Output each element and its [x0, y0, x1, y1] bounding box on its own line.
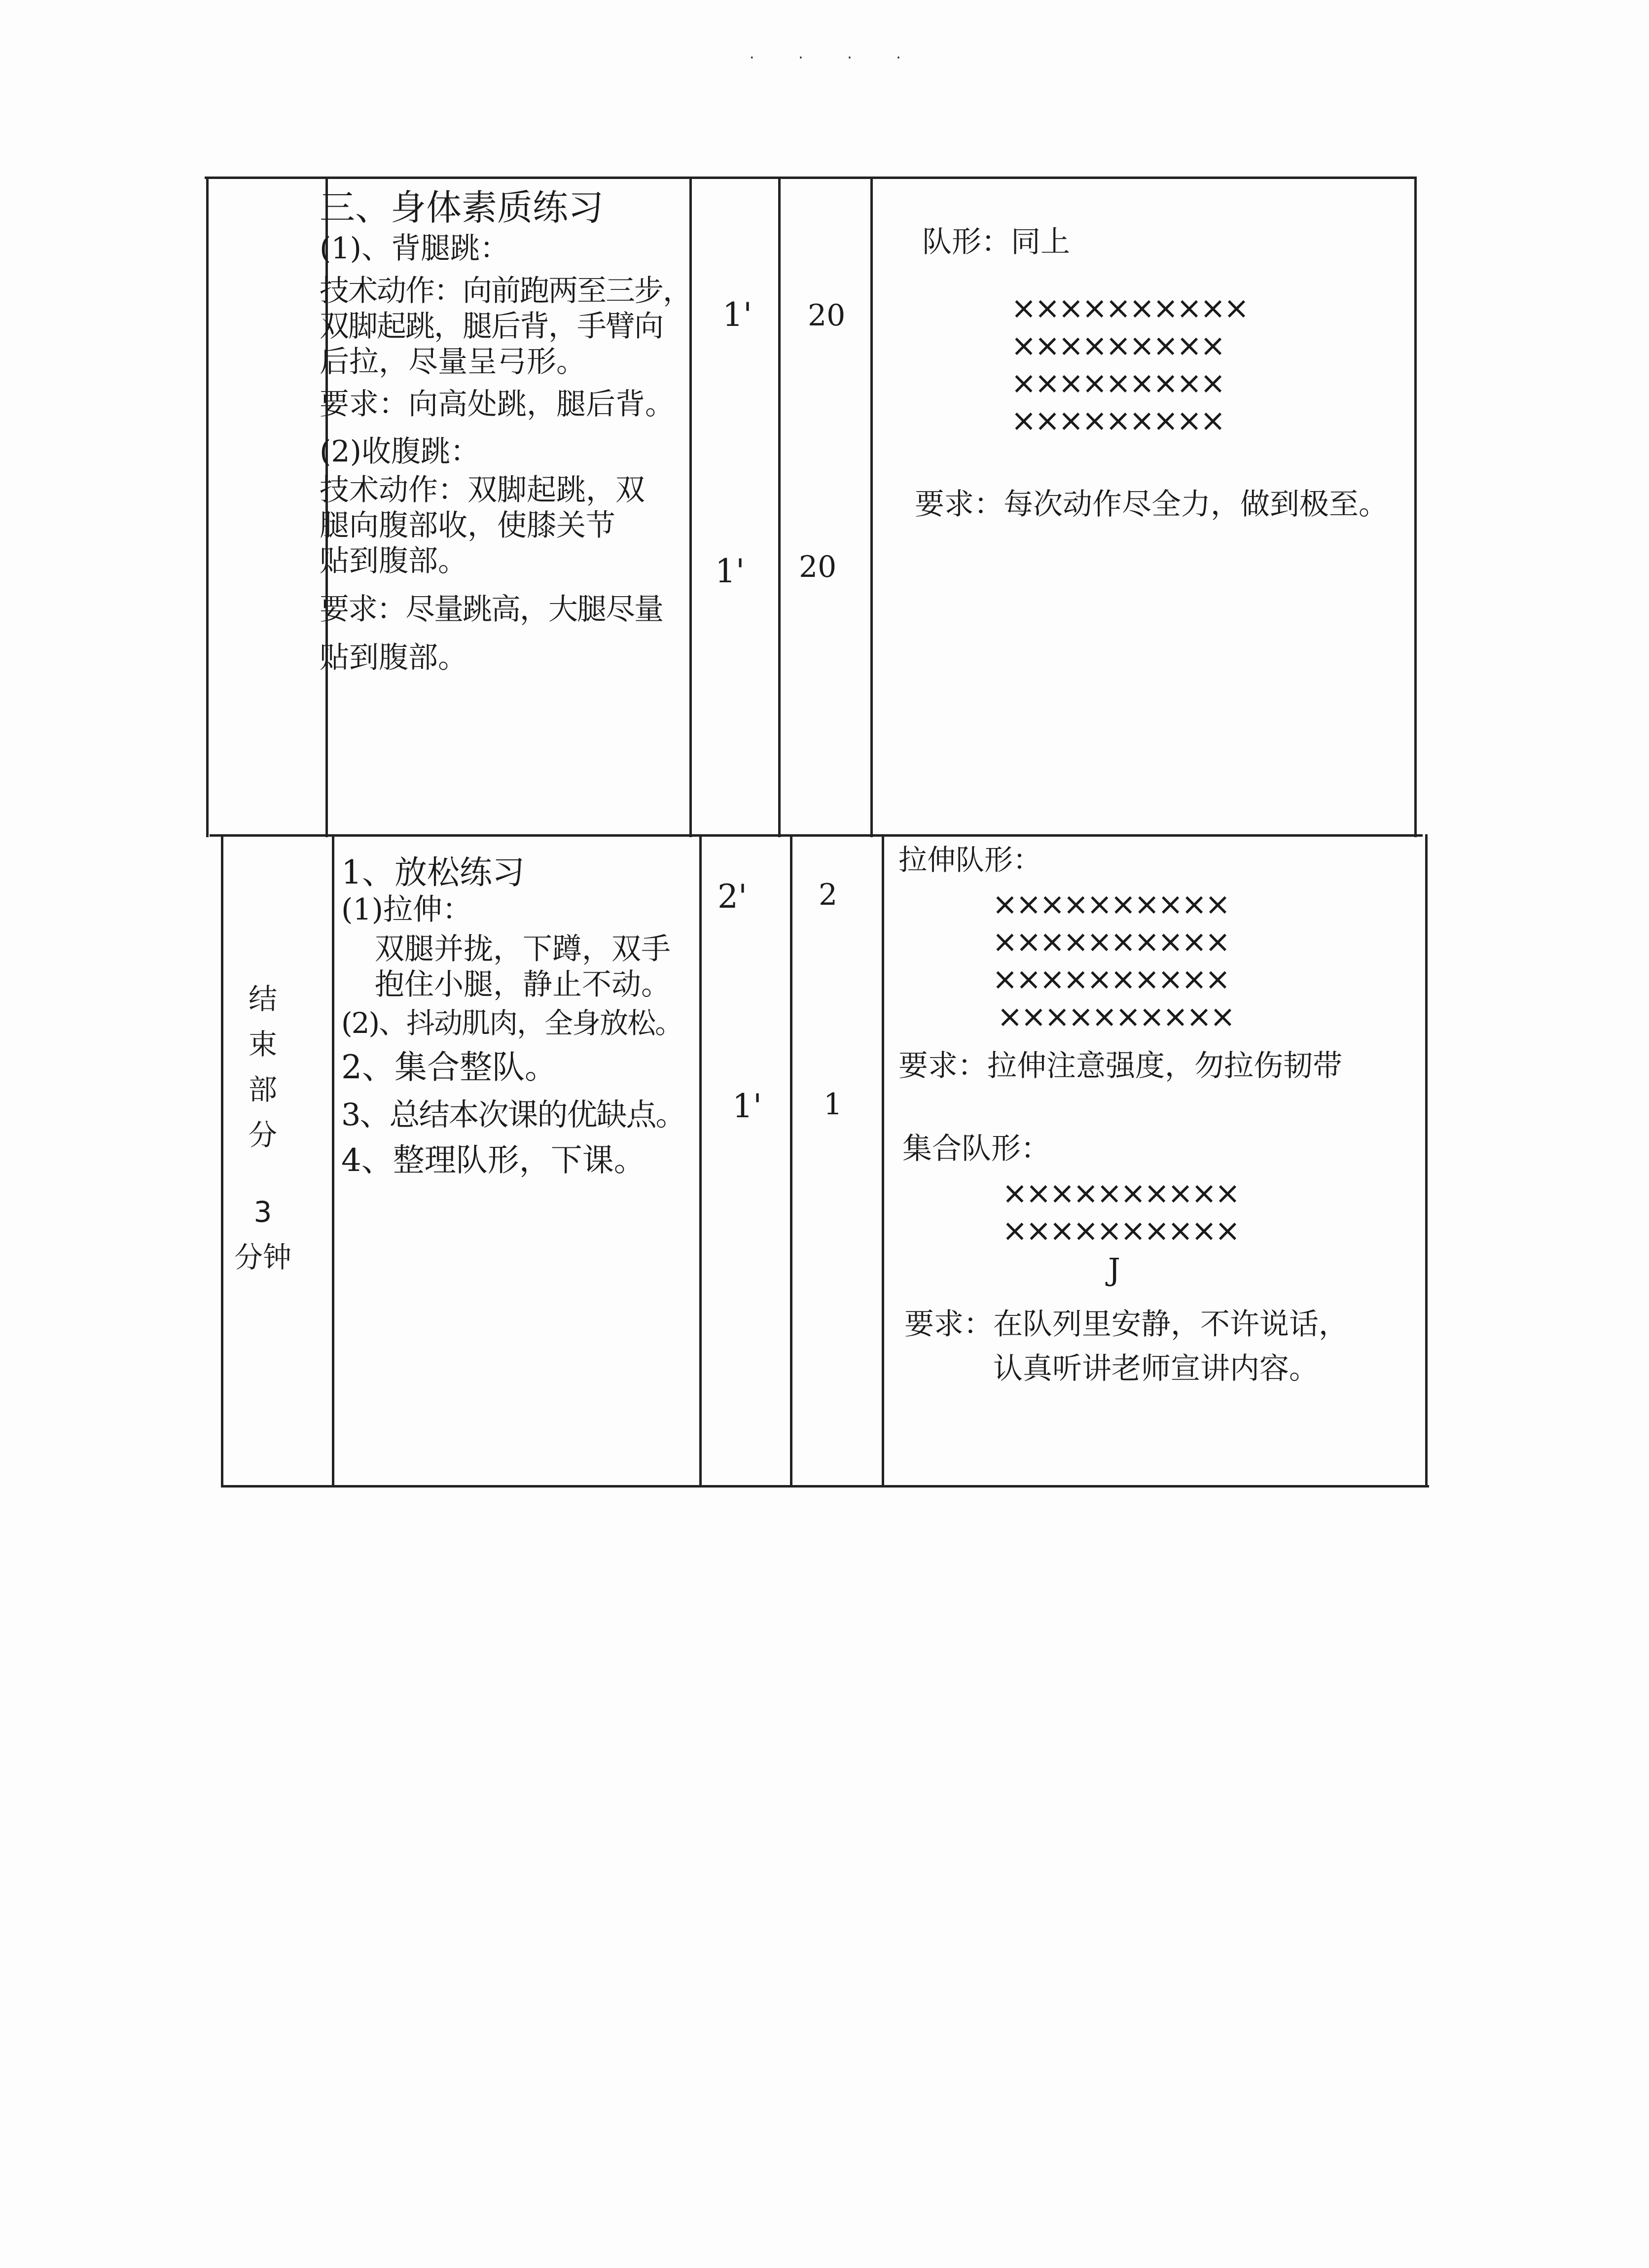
section-duration-value: 3	[253, 1195, 272, 1229]
requirement-text: 要求：每次动作尽全力，做到极至。	[915, 487, 1388, 522]
content-line: 3、总结本次课的优缺点。	[341, 1096, 685, 1133]
content-line: 要求：向高处跳，腿后背。	[320, 387, 675, 422]
formation-row: ××××××××××	[992, 960, 1229, 997]
gather-formation-label: 集合队形：	[902, 1131, 1050, 1166]
content-line: (1)、背腿跳：	[320, 231, 509, 266]
section-char: 束	[248, 1028, 277, 1061]
row1-count-1: 20	[808, 298, 846, 333]
formation-label: 队形：同上	[922, 225, 1070, 259]
row-divider	[210, 834, 1423, 837]
scan-marks: · · · ·	[750, 49, 921, 67]
row1-time-2: 1'	[715, 552, 745, 590]
row2-count-2: 1	[824, 1087, 843, 1122]
column-divider-time	[778, 177, 781, 837]
content-line: 技术动作：向前跑两至三步，	[320, 274, 691, 309]
column-divider-count	[870, 177, 873, 837]
formation-row: ××××××××××	[992, 886, 1229, 922]
stretch-formation-diagram	[992, 886, 1421, 1035]
formation-row: ××××××××××	[997, 998, 1234, 1034]
table-bottom-border	[221, 1485, 1429, 1488]
gather-requirement-line-2: 认真听讲老师宣讲内容。	[993, 1351, 1319, 1386]
column-divider-count	[882, 834, 884, 1488]
content-line: 贴到腹部。	[320, 544, 467, 579]
table-right-border	[1425, 834, 1428, 1488]
formation-row: ××××××××××	[1011, 290, 1248, 326]
row2-organization	[898, 843, 1421, 1386]
table-right-border	[1414, 177, 1417, 837]
content-line: 后拉，尽量呈弓形。	[320, 345, 586, 380]
formation-row: ×××××××××	[1011, 365, 1224, 401]
row2-time-2: 1'	[732, 1087, 762, 1125]
section-char: 部	[248, 1073, 277, 1106]
table-left-border	[206, 177, 209, 837]
row2-count-1: 2	[819, 878, 838, 912]
content-line: 4、整理队形，下课。	[341, 1142, 645, 1179]
gather-requirement-line-1: 要求：在队列里安静，不许说话，	[904, 1307, 1348, 1342]
content-line: 1、放松练习	[341, 853, 525, 891]
content-line: 要求：尽量跳高，大腿尽量	[320, 592, 663, 627]
stretch-formation-label: 拉伸队形：	[898, 843, 1042, 877]
content-line: 抱住小腿，静止不动。	[375, 967, 671, 1002]
teacher-position-mark: J	[1108, 1251, 1120, 1287]
row1-content	[320, 186, 694, 675]
table-top-border	[205, 177, 1417, 179]
content-line: 贴到腹部。	[320, 640, 467, 675]
formation-row: ×××××××××	[1011, 327, 1224, 363]
column-divider-section	[332, 834, 334, 1488]
stretch-requirement: 要求：拉伸注意强度，勿拉伤韧带	[898, 1048, 1342, 1083]
content-line: 技术动作：双脚起跳，双	[320, 473, 645, 508]
row2-time-1: 2'	[717, 878, 748, 916]
content-line: 双腿并拢，下蹲，双手	[375, 932, 671, 967]
content-line: (2)、抖动肌肉，全身放松。	[341, 1006, 683, 1040]
content-line: 双脚起跳，腿后背，手臂向	[320, 309, 663, 344]
row2-content	[341, 853, 706, 1180]
formation-row: ×××××××××	[1011, 402, 1224, 438]
section-char: 结	[248, 982, 277, 1016]
table-left-border	[221, 834, 223, 1488]
formation-row: ××××××××××	[1002, 1174, 1239, 1211]
formation-diagram	[1011, 289, 1410, 439]
column-divider-time	[790, 834, 792, 1488]
content-line: 腿向腹部收，使膝关节	[320, 508, 615, 543]
row1-organization	[915, 224, 1410, 522]
section-label-closing	[231, 976, 295, 1280]
row1-count-2: 20	[799, 550, 837, 584]
gather-formation-diagram	[1002, 1174, 1421, 1288]
formation-row: ××××××××××	[992, 923, 1229, 959]
section-duration-unit: 分钟	[234, 1240, 291, 1274]
content-line: 2、集合整队。	[341, 1048, 557, 1086]
content-line: (1)拉伸：	[341, 892, 472, 927]
content-line: 三、身体素质练习	[320, 187, 604, 228]
formation-row: ××××××××××	[1002, 1212, 1239, 1248]
section-char: 分	[248, 1118, 277, 1152]
row1-time-1: 1'	[722, 296, 753, 334]
content-line: (2)收腹跳：	[320, 434, 480, 469]
